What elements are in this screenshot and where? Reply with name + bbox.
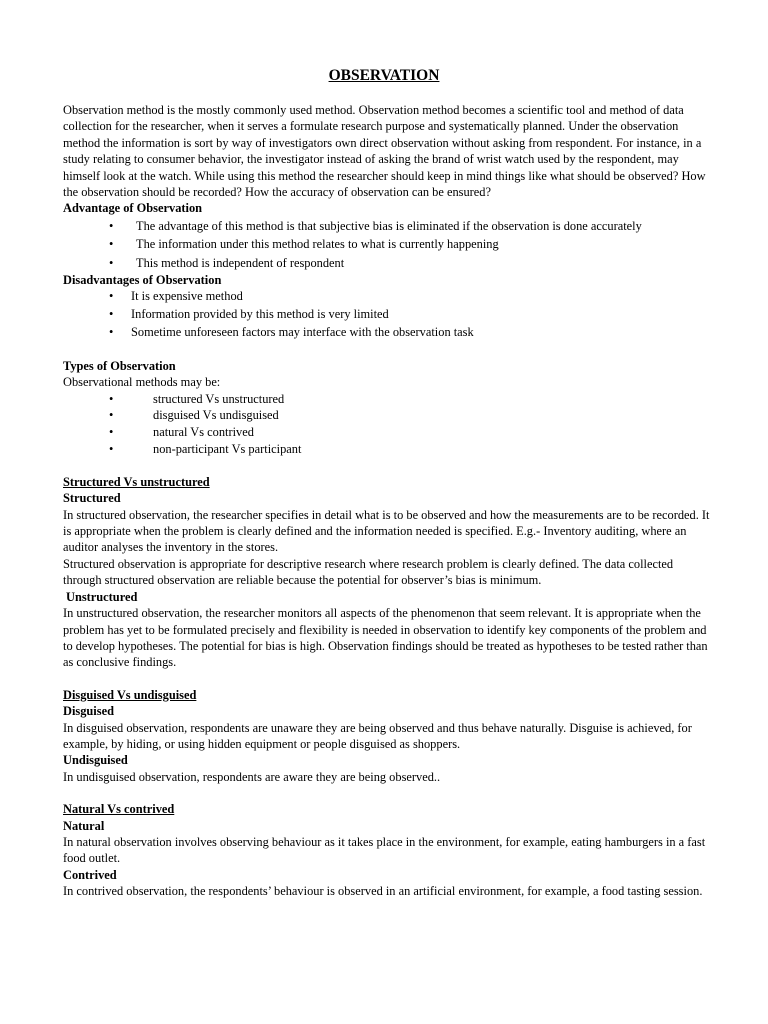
structured-heading: Structured	[63, 491, 121, 506]
disguised-section-heading: Disguised Vs undisguised	[63, 687, 197, 702]
types-lead: Observational methods may be:	[63, 375, 221, 390]
natural-section-heading: Natural Vs contrived	[63, 802, 175, 817]
bullet-icon: •	[109, 442, 114, 457]
bullet-icon: •	[109, 325, 114, 340]
unstructured-heading: Unstructured	[66, 589, 138, 604]
spacer	[63, 671, 713, 687]
types-list	[63, 391, 713, 458]
list-item: • Sometime unforeseen factors may interface with the observation task	[63, 324, 713, 342]
spacer	[63, 342, 713, 358]
structured-section-heading: Structured Vs unstructured	[63, 474, 210, 489]
bullet-icon: •	[109, 237, 114, 252]
document-body	[63, 102, 713, 900]
list-item: • disguised Vs undisguised	[109, 408, 279, 423]
natural-paragraph: In natural observation involves observing behaviour as it takes place in the environment, for example, eating hamburgers in a fast food outlet.	[63, 834, 706, 866]
page-title: OBSERVATION	[328, 67, 440, 84]
list-item: • This method is independent of respondent	[63, 254, 713, 272]
spacer	[63, 785, 713, 801]
spacer	[63, 458, 713, 474]
list-item: • natural Vs contrived	[109, 425, 254, 440]
advantages-heading: Advantage of Observation	[63, 201, 203, 216]
contrived-heading: Contrived	[63, 867, 117, 882]
bullet-icon: •	[109, 218, 114, 233]
structured-paragraph-1: In structured observation, the researcher specifies in detail what is to be observed and how the measurements are to be recorded. It is appropriate when the problem is clearly defined and the information needed is specified. E.g.- Inventory auditing, where an auditor analyses the inventory in the stores.	[63, 507, 710, 555]
intro-paragraph: Observation method is the mostly commonly used method. Observation method becomes a scientific tool and method of data collection for the researcher, when it serves a formulate research purpose and systematically planned. Under the observation method the information is sort by way of investigators own direct observation without asking from respondent. For instance, in a study relating to consumer behavior, the investigator instead of asking the brand of wrist watch used by the respondent, may himself look at the watch. While using this method the researcher should keep in mind things like what should be observed? How the observation should be recorded? How the accuracy of observation can be ensured?	[63, 103, 706, 200]
unstructured-paragraph: In unstructured observation, the researcher monitors all aspects of the phenomenon that seem relevant. It is appropriate when the problem has yet to be formulated precisely and flexibility is needed in observation to identify key components of the problem and to develop hypotheses. The potential for bias is high. Observation findings should be treated as hypotheses to be tested rather than as conclusive findings.	[63, 606, 708, 670]
list-item: • non-participant Vs participant	[109, 442, 302, 457]
advantages-list	[63, 217, 713, 272]
bullet-icon: •	[109, 425, 114, 440]
list-item: • It is expensive method	[63, 288, 713, 306]
bullet-icon: •	[109, 391, 114, 406]
contrived-paragraph: In contrived observation, the respondents’ behaviour is observed in an artificial environment, for example, a food tasting session.	[63, 884, 703, 899]
list-item: • Information provided by this method is very limited	[63, 306, 713, 324]
disadvantages-list	[63, 288, 713, 341]
bullet-icon: •	[109, 255, 114, 270]
disguised-paragraph: In disguised observation, respondents are unaware they are being observed and thus behave naturally. Disguise is achieved, for example, by hiding, or using hidden equipment or people disguised as shoppers.	[63, 720, 692, 751]
bullet-icon: •	[109, 289, 114, 304]
disguised-heading: Disguised	[63, 704, 114, 719]
list-item: • The information under this method relates to what is currently happening	[63, 235, 713, 253]
list-item: • structured Vs unstructured	[109, 391, 285, 406]
undisguised-heading: Undisguised	[63, 753, 128, 768]
types-heading: Types of Observation	[63, 358, 176, 373]
undisguised-paragraph: In undisguised observation, respondents are aware they are being observed..	[63, 769, 441, 784]
bullet-icon: •	[109, 307, 114, 322]
bullet-icon: •	[109, 408, 114, 423]
structured-paragraph-2: Structured observation is appropriate for descriptive research where research problem is clearly defined. The data collected through structured observation are reliable because the potential for observer’s bias is minimum.	[63, 556, 674, 588]
list-item: • The advantage of this method is that subjective bias is eliminated if the observation is done accurately	[63, 217, 713, 235]
natural-heading: Natural	[63, 818, 105, 833]
disadvantages-heading: Disadvantages of Observation	[63, 273, 222, 288]
